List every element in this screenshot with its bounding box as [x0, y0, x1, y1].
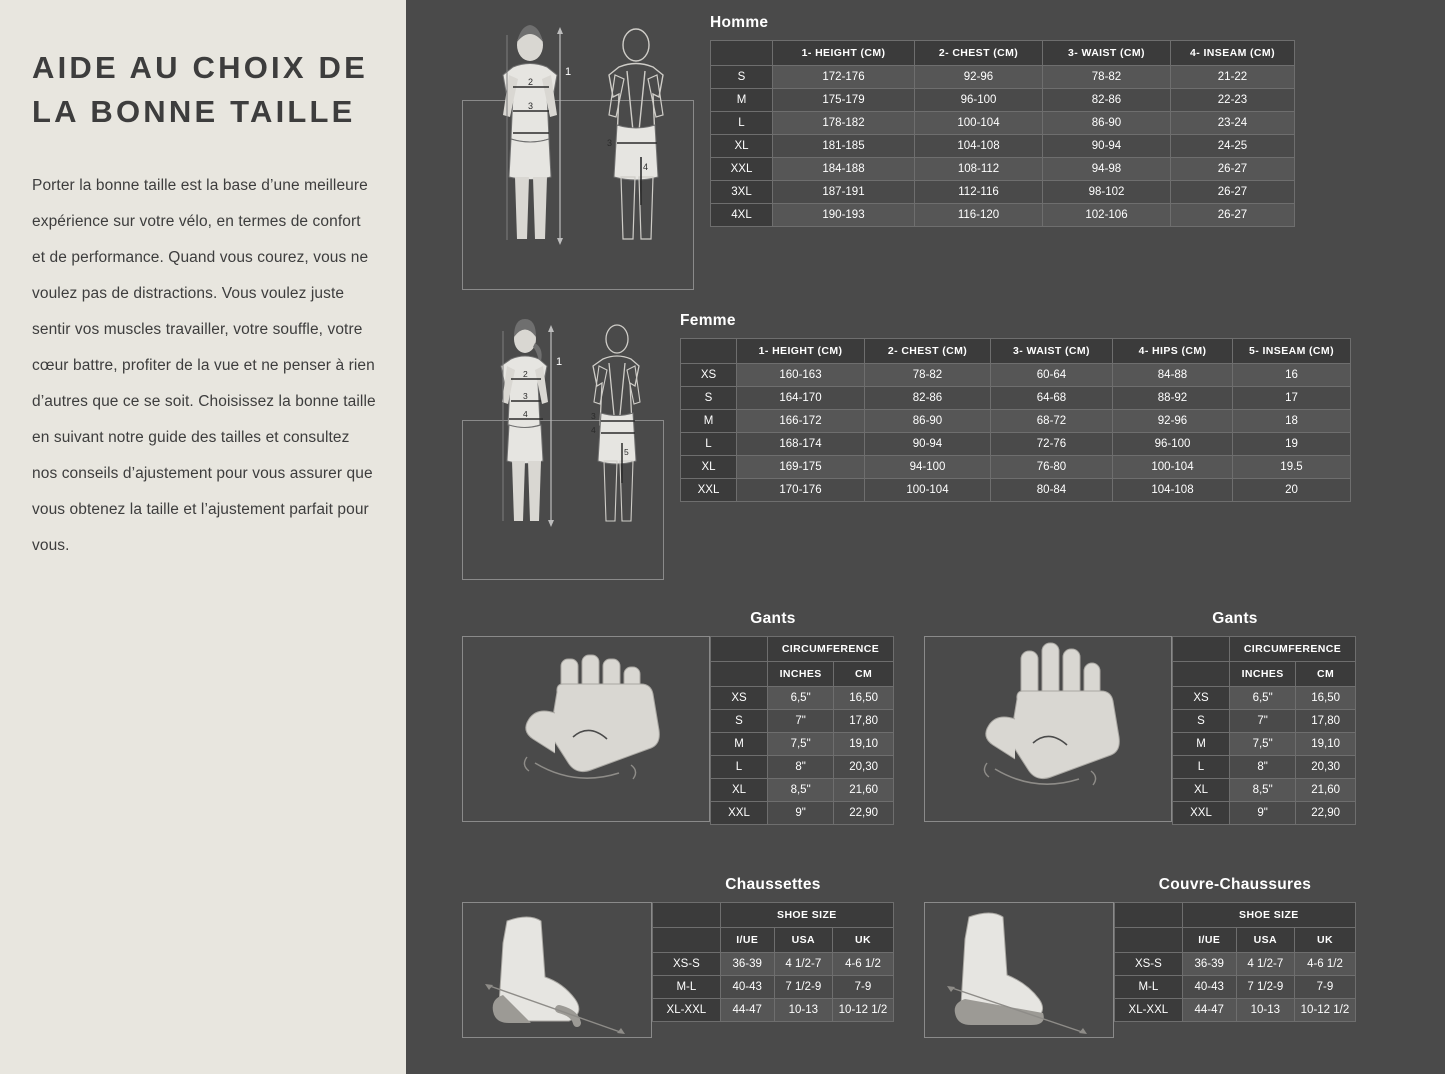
svg-text:4: 4 [591, 425, 596, 435]
section-couvre-chaussures [924, 876, 1356, 1038]
svg-text:2: 2 [528, 77, 534, 87]
table-header-row [711, 41, 1295, 66]
svg-text:3: 3 [523, 391, 528, 401]
table-row: XS-S 36-39 4 1/2-7 4-6 1/2 [653, 953, 894, 976]
table-subheader-row [653, 928, 894, 953]
table-row: M 7,5" 19,10 [1173, 733, 1356, 756]
col-usa: USA [1236, 928, 1294, 953]
shoecover-figure-frame [924, 902, 1114, 1038]
table-row: M-L 40-43 7 1/2-9 7-9 [653, 976, 894, 999]
table-row: XL 8,5" 21,60 [711, 779, 894, 802]
table-header-row [711, 637, 894, 662]
table-row: XL-XXL 44-47 10-13 10-12 1/2 [653, 999, 894, 1022]
col-waist: 3- WAIST (CM) [1043, 41, 1171, 66]
svg-text:3: 3 [528, 101, 534, 111]
homme-title: Homme [710, 14, 769, 31]
table-header-row [1115, 903, 1356, 928]
col-chest: 2- CHEST (CM) [915, 41, 1043, 66]
table-row: L 178-182 100-104 86-90 23-24 [711, 112, 1295, 135]
homme-table [710, 40, 1295, 227]
col-eu: I/UE [720, 928, 774, 953]
table-header-row [1173, 637, 1356, 662]
table-row: S 172-176 92-96 78-82 21-22 [711, 66, 1295, 89]
intro-paragraph: Porter la bonne taille est la base d’une meilleure expérience sur votre vélo, en termes de confort et de performance. Quand vous courez, vous ne voulez pas de distractions. Vous voulez juste sentir vos muscles travailler, votre souffle, votre cœur battre, profiter de la vue et ne penser à rien d’autres que ce se soit. Choisissez la bonne taille en suivant notre guide des tailles et consultez nos conseils d’ajustement pour vous assurer que vous obtenez la taille et l’ajustement parfait pour vous. [32, 177, 376, 554]
table-row: M 175-179 96-100 82-86 22-23 [711, 89, 1295, 112]
table-subheader-row [711, 662, 894, 687]
svg-text:3: 3 [607, 138, 613, 148]
table-row: XXL 9" 22,90 [711, 802, 894, 825]
table-row: XXL 184-188 108-112 94-98 26-27 [711, 158, 1295, 181]
table-row: XL 181-185 104-108 90-94 24-25 [711, 135, 1295, 158]
chaussettes-table [652, 902, 894, 1022]
table-row: XS 160-163 78-82 60-64 84-88 16 [681, 364, 1351, 387]
col-size [711, 41, 773, 66]
gants-right-title: Gants [1212, 610, 1258, 627]
table-header-row [653, 903, 894, 928]
col-hips: 4- HIPS (CM) [1113, 339, 1233, 364]
svg-text:5: 5 [624, 447, 629, 457]
femme-title: Femme [680, 312, 736, 329]
table-row: 3XL 187-191 112-116 98-102 26-27 [711, 181, 1295, 204]
table-row: M 7,5" 19,10 [711, 733, 894, 756]
col-shoe-size: SHOE SIZE [720, 903, 893, 928]
table-row: S 7" 17,80 [711, 710, 894, 733]
section-gants-right [924, 610, 1356, 825]
table-row: L 168-174 90-94 72-76 96-100 19 [681, 433, 1351, 456]
tables-panel [406, 0, 1445, 1074]
sock-figure-frame [462, 902, 652, 1038]
table-row: L 8" 20,30 [1173, 756, 1356, 779]
col-circumference: CIRCUMFERENCE [768, 637, 894, 662]
col-height: 1- HEIGHT (CM) [737, 339, 865, 364]
svg-text:4: 4 [523, 409, 528, 419]
homme-figure-frame [462, 66, 694, 290]
femme-figure-frame [462, 356, 664, 580]
page-title: AIDE AU CHOIX DE LA BONNE TAILLE [32, 50, 368, 130]
gants-left-table [710, 636, 894, 825]
table-row: L 8" 20,30 [711, 756, 894, 779]
svg-text:1: 1 [565, 66, 572, 78]
couvre-title: Couvre-Chaussures [1158, 876, 1312, 893]
section-chaussettes [462, 876, 894, 1038]
table-row: M-L 40-43 7 1/2-9 7-9 [1115, 976, 1356, 999]
table-row: XXL 9" 22,90 [1173, 802, 1356, 825]
col-inseam: 4- INSEAM (CM) [1171, 41, 1295, 66]
col-circumference: CIRCUMFERENCE [1230, 637, 1356, 662]
col-cm: CM [834, 662, 894, 687]
col-shoe-size: SHOE SIZE [1182, 903, 1355, 928]
svg-text:2: 2 [523, 369, 528, 379]
svg-text:3: 3 [591, 411, 596, 421]
col-inches: INCHES [768, 662, 834, 687]
col-inseam: 5- INSEAM (CM) [1233, 339, 1351, 364]
col-inches: INCHES [1230, 662, 1296, 687]
col-waist: 3- WAIST (CM) [991, 339, 1113, 364]
table-row: XL 169-175 94-100 76-80 100-104 19.5 [681, 456, 1351, 479]
table-row: XXL 170-176 100-104 80-84 104-108 20 [681, 479, 1351, 502]
table-row: XS-S 36-39 4 1/2-7 4-6 1/2 [1115, 953, 1356, 976]
col-chest: 2- CHEST (CM) [865, 339, 991, 364]
table-row: S 7" 17,80 [1173, 710, 1356, 733]
table-row: XS 6,5" 16,50 [1173, 687, 1356, 710]
col-cm: CM [1296, 662, 1356, 687]
table-row: S 164-170 82-86 64-68 88-92 17 [681, 387, 1351, 410]
table-row: XL 8,5" 21,60 [1173, 779, 1356, 802]
table-row: XL-XXL 44-47 10-13 10-12 1/2 [1115, 999, 1356, 1022]
section-gants-left [462, 610, 894, 825]
gants-right-table [1172, 636, 1356, 825]
glove-half-figure-frame [462, 636, 710, 822]
col-uk: UK [832, 928, 893, 953]
col-height: 1- HEIGHT (CM) [773, 41, 915, 66]
couvre-table [1114, 902, 1356, 1022]
table-header-row [681, 339, 1351, 364]
table-subheader-row [1115, 928, 1356, 953]
col-eu: I/UE [1182, 928, 1236, 953]
col-uk: UK [1294, 928, 1355, 953]
chaussettes-title: Chaussettes [725, 876, 821, 893]
glove-full-figure-frame [924, 636, 1172, 822]
svg-text:1: 1 [556, 356, 563, 368]
femme-table [680, 338, 1351, 502]
col-usa: USA [774, 928, 832, 953]
table-row: XS 6,5" 16,50 [711, 687, 894, 710]
table-subheader-row [1173, 662, 1356, 687]
table-row: M 166-172 86-90 68-72 92-96 18 [681, 410, 1351, 433]
section-homme [462, 14, 1295, 290]
table-row: 4XL 190-193 116-120 102-106 26-27 [711, 204, 1295, 227]
svg-text:4: 4 [643, 162, 649, 172]
intro-panel [0, 0, 406, 1074]
section-femme [462, 312, 1351, 580]
gants-left-title: Gants [750, 610, 796, 627]
col-size [681, 339, 737, 364]
